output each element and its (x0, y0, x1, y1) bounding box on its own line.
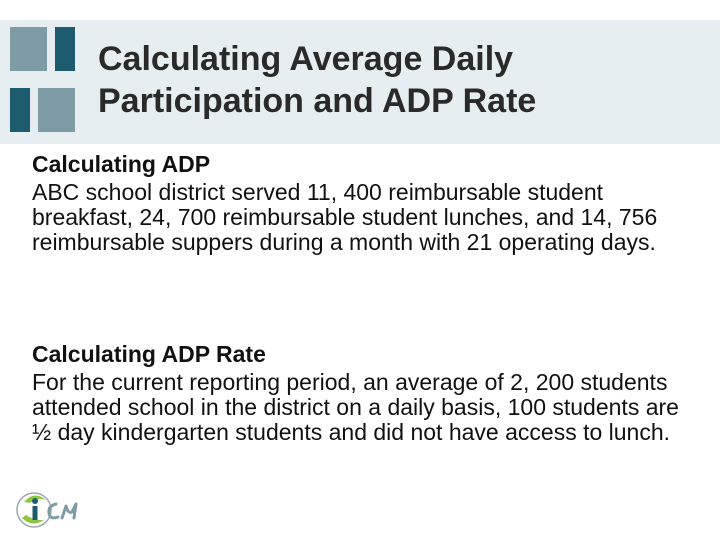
decor-square-light (10, 27, 47, 71)
section-calculating-adp-rate (32, 340, 682, 445)
section-heading: Calculating ADP Rate (32, 341, 266, 367)
title-line-1: Calculating Average Daily (98, 40, 514, 78)
decor-bar-dark (55, 27, 75, 71)
slide-title (98, 38, 708, 122)
section-heading: Calculating ADP (32, 151, 211, 177)
section-body: ABC school district served 11, 400 reimbursable student breakfast, 24, 700 reimbursable student lunches, and 14, 756 reimbursable suppers during a month with 21 operating days. (32, 179, 658, 255)
decor-bar-dark (10, 88, 30, 132)
title-line-2: Participation and ADP Rate (98, 82, 537, 120)
decor-square-light (38, 88, 75, 132)
icn-logo-icon (14, 488, 104, 530)
section-calculating-adp (32, 150, 682, 255)
section-body: For the current reporting period, an average of 2, 200 students attended school in the district on a daily basis, 100 students are ½ day kindergarten students and did not have access to lunch. (32, 369, 679, 445)
